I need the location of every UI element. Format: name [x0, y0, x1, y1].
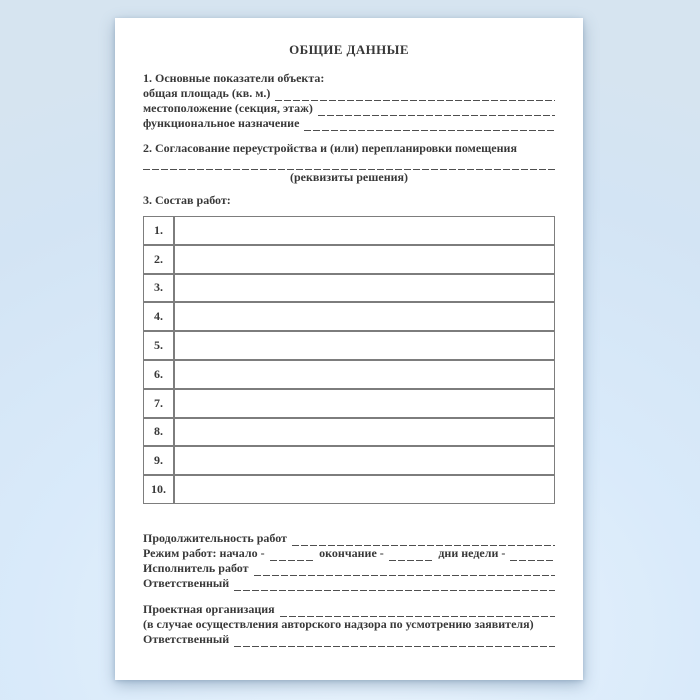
field-responsible — [143, 576, 555, 591]
works-table-row — [143, 389, 555, 418]
duration-label: Продолжительность работ — [143, 530, 287, 545]
schedule-start-blank — [270, 548, 315, 561]
row-number-cell: 10. — [143, 475, 174, 504]
design-org-note: (в случае осуществления авторского надзора по усмотрению заявителя) — [143, 616, 534, 631]
section2-heading: 2. Согласование переустройства и (или) перепланировки помещения — [143, 141, 517, 155]
work-description-cell — [174, 274, 555, 303]
row-number-cell: 2. — [143, 245, 174, 274]
section1-heading: 1. Основные показатели объекта: — [143, 71, 325, 85]
location-blank — [318, 103, 555, 116]
design-responsible-blank — [234, 634, 555, 647]
purpose-blank — [304, 118, 555, 131]
field-purpose — [143, 116, 555, 131]
work-description-cell — [174, 446, 555, 475]
work-description-cell — [174, 475, 555, 504]
works-table-row — [143, 274, 555, 303]
duration-blank — [292, 533, 555, 546]
schedule-end-label: окончание - — [319, 545, 384, 560]
design-org-label: Проектная организация — [143, 601, 275, 616]
field-duration — [143, 531, 555, 546]
schedule-start-label: Режим работ: начало - — [143, 545, 265, 560]
location-label: местоположение (секция, этаж) — [143, 101, 313, 115]
works-table-row — [143, 475, 555, 504]
form-page — [115, 18, 583, 680]
approval-caption: (реквизиты решения) — [289, 170, 409, 184]
design-responsible-label: Ответственный — [143, 631, 230, 646]
field-schedule — [143, 546, 555, 561]
row-number-cell: 9. — [143, 446, 174, 475]
field-location — [143, 101, 555, 116]
schedule-end-blank — [389, 548, 434, 561]
field-design-org — [143, 602, 555, 617]
schedule-days-blank — [510, 548, 555, 561]
page-title: ОБЩИЕ ДАННЫЕ — [289, 42, 409, 57]
work-description-cell — [174, 302, 555, 331]
works-table-row — [143, 331, 555, 360]
work-description-cell — [174, 216, 555, 245]
row-number-cell: 5. — [143, 331, 174, 360]
section-main-indicators — [143, 71, 555, 131]
works-table-row — [143, 302, 555, 331]
section-approval — [143, 141, 555, 185]
responsible-blank — [234, 578, 555, 591]
works-table-row — [143, 216, 555, 245]
works-table-row — [143, 245, 555, 274]
section-work-details — [143, 531, 555, 591]
works-table-row — [143, 360, 555, 389]
row-number-cell: 4. — [143, 302, 174, 331]
field-design-responsible — [143, 632, 555, 647]
work-description-cell — [174, 331, 555, 360]
section3-heading-line — [143, 193, 555, 208]
section2-heading-line — [143, 141, 555, 156]
design-org-blank — [280, 604, 555, 617]
row-number-cell: 3. — [143, 274, 174, 303]
section-design-org — [143, 602, 555, 647]
total-area-label: общая площадь (кв. м.) — [143, 86, 271, 100]
work-description-cell — [174, 389, 555, 418]
work-description-cell — [174, 245, 555, 274]
schedule-days-label: дни недели - — [438, 545, 506, 560]
row-number-cell: 8. — [143, 418, 174, 447]
row-number-cell: 6. — [143, 360, 174, 389]
total-area-blank — [275, 88, 555, 101]
work-description-cell — [174, 360, 555, 389]
works-table-row — [143, 418, 555, 447]
section1-heading-line — [143, 71, 555, 86]
executor-label: Исполнитель работ — [143, 560, 249, 575]
executor-blank — [254, 563, 555, 576]
works-table-row — [143, 446, 555, 475]
field-total-area — [143, 86, 555, 101]
work-description-cell — [174, 418, 555, 447]
field-executor — [143, 561, 555, 576]
responsible-label: Ответственный — [143, 575, 230, 590]
row-number-cell: 1. — [143, 216, 174, 245]
row-number-cell: 7. — [143, 389, 174, 418]
works-table — [143, 216, 555, 504]
purpose-label: функциональное назначение — [143, 116, 300, 130]
section3-heading: 3. Состав работ: — [143, 193, 231, 207]
approval-details-blank — [143, 156, 555, 170]
